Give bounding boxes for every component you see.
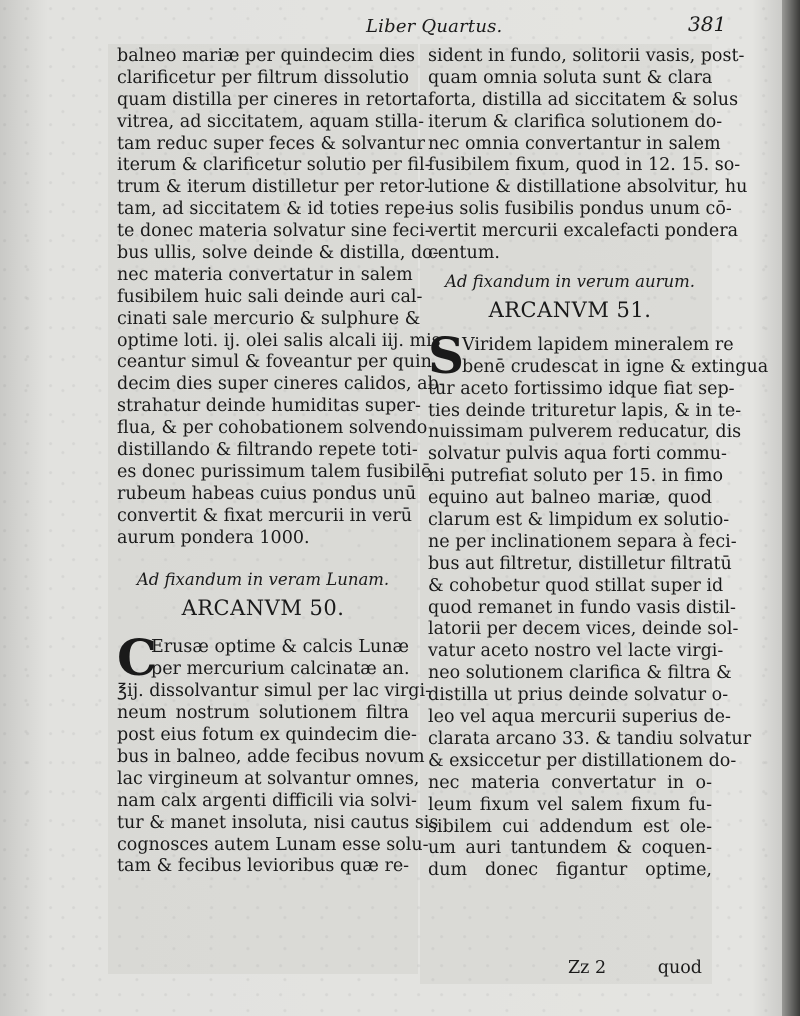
arcanum-50-opening <box>117 628 410 688</box>
text-line: ne per inclinationem separa à feci- <box>428 531 737 552</box>
text-line: neum nostrum solutionem filtra <box>117 703 409 724</box>
text-line: distilla ut prius deinde solvatur o- <box>428 685 729 706</box>
text-line: equino aut balneo mariæ, quod <box>428 488 712 509</box>
text-line: tam, ad siccitatem & id toties repe- <box>117 199 431 220</box>
text-line: trum & iterum distilletur per retor- <box>117 177 430 198</box>
text-line: optime loti. ij. olei salis alcali iij. mis <box>117 330 441 351</box>
right-column <box>428 46 769 882</box>
text-line: tur aceto fortissimo idque fiat sep- <box>428 378 735 399</box>
text-line: benē crudescat in igne & extingua <box>462 356 769 377</box>
arcanum-51-title: ARCANVM 51. <box>488 297 652 322</box>
text-line: sibilem cui addendum est ole- <box>428 816 712 837</box>
text-line: vitrea, ad siccitatem, aquam stilla- <box>117 111 424 132</box>
text-line: clarificetur per filtrum dissolutio <box>117 67 409 88</box>
left-column <box>117 46 445 878</box>
text-line: bus in balneo, adde fecibus novum <box>117 746 425 767</box>
text-line: quam distilla per cineres in retorta <box>117 89 428 110</box>
text-line: neo solutionem clarifica & filtra & <box>428 663 732 684</box>
text-line: lac virgineum at solvantur omnes, <box>117 768 420 789</box>
text-line: tam reduc super feces & solvantur <box>117 133 425 154</box>
running-title: Liber Quartus. <box>366 16 503 37</box>
text-line: sident in fundo, solitorii vasis, post- <box>428 46 745 66</box>
text-line: fusibilem fixum, quod in 12. 15. so- <box>428 155 741 176</box>
text-line: lutione & distillatione absolvitur, hu <box>428 177 748 198</box>
text-line: forta, distilla ad siccitatem & solus <box>428 89 739 110</box>
text-line: vatur aceto nostro vel lacte virgi- <box>428 641 724 662</box>
text-line: quod remanet in fundo vasis distil- <box>428 597 736 618</box>
text-line: clarata arcano 33. & tandiu solvatur <box>428 728 752 749</box>
text-line: vertit mercurii excalefacti pondera <box>428 221 739 242</box>
text-line: nec materia convertatur in salem <box>117 264 413 285</box>
text-line: leum fixum vel salem fixum fu- <box>428 794 712 815</box>
text-line: quam omnia soluta sunt & clara <box>428 67 713 88</box>
text-line: nam calx argenti difficili via solvi- <box>117 790 417 811</box>
text-line: solvatur pulvis aqua forti commu- <box>428 444 727 465</box>
text-line: iterum & clarifica solutionem do- <box>428 111 723 132</box>
text-line: Erusæ optime & calcis Lunæ <box>151 637 409 658</box>
page-footer <box>568 958 702 978</box>
text-line: nuissimam pulverem reducatur, dis <box>428 422 742 443</box>
text-line: nec materia convertatur in o- <box>428 772 712 793</box>
text-line: tur & manet insoluta, nisi cautus sis <box>117 812 439 833</box>
text-line: iterum & clarificetur solutio per fil- <box>117 155 431 176</box>
text-line: fusibilem huic sali deinde auri cal- <box>117 286 423 307</box>
text-line: te donec materia solvatur sine feci- <box>117 221 431 242</box>
arcanum-50-subtitle: Ad fixandum in veram Lunam. <box>136 570 390 590</box>
text-line: ℥ij. dissolvantur simul per lac virgi- <box>117 681 432 702</box>
text-line: Viridem lapidem mineralem re <box>462 334 734 355</box>
text-line: dum donec figantur optime, <box>428 860 712 881</box>
text-line: rubeum habeas cuius pondus unū <box>117 483 417 504</box>
text-line: ius solis fusibilis pondus unum cō- <box>428 199 732 220</box>
text-line: leo vel aqua mercurii superius de- <box>428 707 731 728</box>
section-gap <box>428 325 712 335</box>
text-line: aurum pondera 1000. <box>117 527 310 548</box>
arcanum-51-subtitle: Ad fixandum in verum aurum. <box>444 271 696 291</box>
text-line: balneo mariæ per quindecim dies <box>117 46 416 66</box>
text-line: distillando & filtrando repete toti- <box>117 440 418 461</box>
drop-cap: S <box>428 325 465 385</box>
text-line: ties deinde trituretur lapis, & in te- <box>428 400 742 421</box>
section-gap <box>117 623 409 637</box>
text-line: bus ullis, solve deinde & distilla, do- <box>117 243 439 264</box>
page-number: 381 <box>688 12 727 36</box>
text-line: post eius fotum ex quindecim die- <box>117 725 417 746</box>
text-line: flua, & per cohobationem solvendo <box>117 418 428 439</box>
text-line: decim dies super cineres calidos, ab- <box>117 374 445 395</box>
text-line: ceantur simul & foveantur per quin <box>117 352 432 373</box>
text-line: nec omnia convertantur in salem <box>428 133 721 154</box>
text-line: latorii per decem vices, deinde sol- <box>428 619 739 640</box>
text-line: cinati sale mercurio & sulphure & <box>117 308 421 329</box>
text-line: ni putrefiat soluto per 15. in fimo <box>428 466 723 487</box>
text-line: clarum est & limpidum ex solutio- <box>428 510 730 531</box>
section-gap <box>117 549 409 567</box>
drop-cap: C <box>117 628 157 688</box>
text-line: strahatur deinde humiditas super- <box>117 396 421 417</box>
text-line: cognosces autem Lunam esse solu- <box>117 834 429 855</box>
text-line: um auri tantundem & coquen- <box>428 838 712 859</box>
text-line: & exsiccetur per distillationem do- <box>428 750 737 771</box>
signature-mark: Zz 2 <box>568 958 607 978</box>
text-line: bus aut filtretur, distilletur filtratū <box>428 553 732 574</box>
catchword: quod <box>657 958 702 978</box>
text-line: per mercurium calcinatæ an. <box>151 659 410 680</box>
arcanum-50-title: ARCANVM 50. <box>181 596 345 621</box>
text-line: & cohobetur quod stillat super id <box>428 575 724 596</box>
text-line: convertit & fixat mercurii in verū <box>117 505 412 526</box>
binding-gutter <box>782 0 800 1016</box>
text-line: tam & fecibus levioribus quæ re- <box>117 856 410 877</box>
text-line: es donec purissimum talem fusibilē <box>117 461 432 482</box>
text-line: centum. <box>428 243 500 264</box>
arcanum-51-opening <box>428 325 769 385</box>
